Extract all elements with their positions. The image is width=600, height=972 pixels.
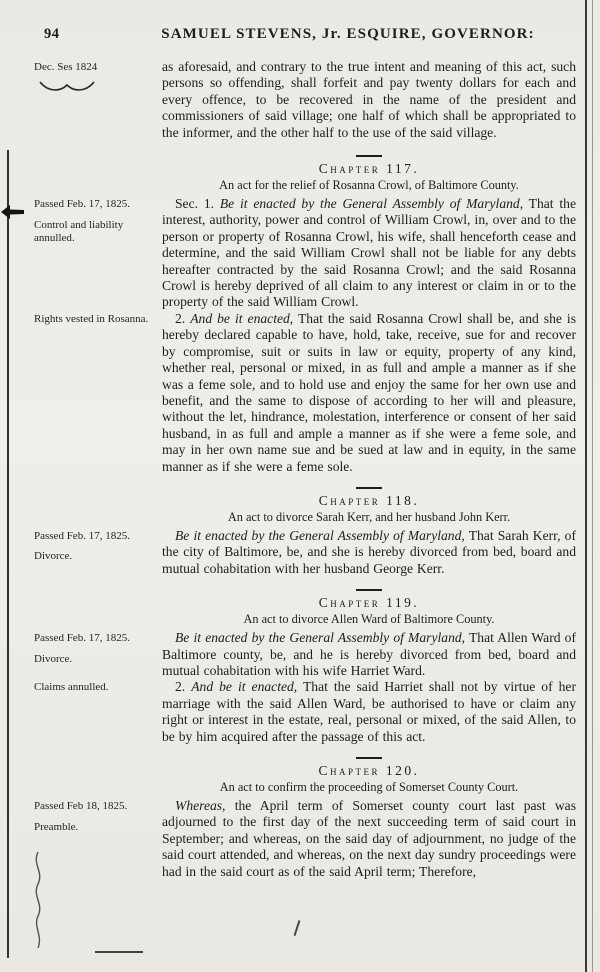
chapter-heading-row (0, 475, 600, 528)
enacting-clause: And be it enacted, (191, 679, 298, 695)
body-column (162, 311, 600, 475)
body-column (162, 798, 600, 880)
section-text: That Allen Ward of Baltimore county, be, and he is hereby divorced from bed, board and mutual cohabitation with his wife Harriet Ward. (162, 630, 576, 678)
section-text: That the said Rosanna Crowl shall be, and she is hereby declared capable to have, hold, take, receive, sue for and recover by compromise, suit or suits in law or equity, property of any kind, whether real, personal or mixed, in as full and ample a manner as if she was a feme sole, and to hold use and enjoy the same for her own use and benefit, and the same to dispose of according to her will and pleasure, without the let, hindrance, molestation, interference or consent of her said husband, in as full and ample a manner as if she were a feme sole, and may in her own name sue and be sued at law and in equity, in the same manner as if she were a feme sole. (162, 310, 577, 474)
section-text: That Sarah Kerr, of the city of Baltimore, be, and she is hereby divorced from bed, board and mutual cohabitation with her husband George Kerr. (162, 527, 577, 576)
margin-note-summary: Rights vested in Rosanna. (34, 312, 149, 325)
section-number: 2. (175, 679, 192, 695)
paragraph-section-1 (162, 528, 576, 577)
paragraph-section-2 (162, 311, 576, 475)
margin-note-passed-date: Passed Feb. 17, 1825. (34, 529, 130, 542)
margin-note-summary: Preamble. (34, 820, 79, 833)
manicule-arrow-icon (1, 204, 25, 225)
paragraph-section-2 (162, 679, 576, 745)
body-column (162, 59, 600, 141)
margin-note-passed-date: Passed Feb. 17, 1825. (34, 632, 130, 645)
chapter-act-title: An act to divorce Sarah Kerr, and her husband John Kerr. (227, 509, 511, 524)
section-row (0, 528, 600, 577)
margin-notes (0, 577, 162, 630)
section-number: Sec. 1. (175, 196, 220, 212)
body-column (162, 630, 600, 679)
body-column (162, 679, 600, 745)
chapter-heading-row (0, 577, 600, 630)
body-column (162, 528, 600, 577)
margin-note-passed-date: Passed Feb. 17, 1825. (34, 198, 130, 211)
paragraph-continued: as aforesaid, and contrary to the true intent and meaning of this act, such persons so offending, shall forfeit and pay twenty dollars for each and every offence, to be recovered in the name of the president and commissioners of said village; one half of which shall be appropriated to the informer, and the other half to the use of the said village. (162, 59, 576, 140)
body-column (162, 577, 600, 630)
section-divider-rule (356, 757, 382, 759)
margin-notes (0, 59, 162, 141)
section-row (0, 196, 600, 311)
ink-slash-mark (294, 920, 300, 936)
margin-note-summary: Divorce. (34, 652, 73, 665)
margin-notes (0, 630, 162, 679)
running-header (0, 0, 600, 43)
section-row (0, 311, 600, 475)
section-row (0, 798, 600, 880)
margin-note-passed-date: Passed Feb 18, 1825. (34, 800, 128, 812)
margin-note-summary: Divorce. (34, 550, 73, 563)
chapter-117 (0, 143, 600, 475)
page-edge-line-right-faint (592, 0, 593, 972)
whereas-clause: Whereas, (175, 798, 226, 813)
section-row (0, 630, 600, 679)
body-column (162, 143, 600, 196)
section-divider-rule (356, 487, 382, 489)
body-column (162, 196, 600, 311)
brace-mark-icon (38, 79, 96, 93)
paragraph-section-1 (162, 630, 576, 679)
chapter-heading: Chapter 120. (318, 763, 420, 778)
paragraph-preamble (162, 798, 576, 880)
margin-notes (0, 311, 162, 475)
enacting-clause: Be it enacted by the General Assembly of Maryland, (175, 527, 465, 543)
page-number: 94 (44, 26, 60, 42)
section-divider-rule (356, 589, 382, 591)
margin-note-summary: Claims annulled. (34, 681, 109, 694)
section-row (0, 679, 600, 745)
chapter-heading: Chapter 118. (318, 492, 420, 508)
chapter-heading: Chapter 117. (318, 161, 420, 177)
chapter-heading-row (0, 745, 600, 798)
section-divider-rule (356, 155, 382, 157)
body-column (162, 745, 600, 798)
margin-notes (0, 679, 162, 745)
margin-notes (0, 475, 162, 528)
section-text: That the interest, authority, power and control of William Crowl, in, over and to the person or property of Rosanna Crowl, his wife, shall henceforth cease and determine, and the said William Crowl shall not be liable for any debts hereafter contracted by the said Rosanna Crowl; and the said Rosanna Crowl is hereby deprived of all claim to any interest or claim in or to the property of the said William Crowl. (162, 196, 576, 310)
margin-notes (0, 798, 162, 880)
chapter-heading-row (0, 143, 600, 196)
enacting-clause: Be it enacted by the General Assembly of Maryland, (219, 196, 524, 212)
section-text: That the said Harriet shall not by virtue of her marriage with the said Allen Ward, be authorised to have or claim any right or interest in the estate, real, personal or mixed, of the said Allen, to be by him acquired after the passage of this act. (162, 679, 576, 744)
margin-notes (0, 745, 162, 798)
chapter-118 (0, 475, 600, 577)
margin-notes (0, 528, 162, 577)
section-text: the April term of Somerset county court last past was adjourned to the first day of the next succeeding term of said court in September; and whereas, on the said day of adjournment, no judge of the said court attended, and whereas, on the next day sundry proceedings were had in the said court as of the said April term; Therefore, (162, 798, 576, 879)
page-title: SAMUEL STEVENS, Jr. ESQUIRE, GOVERNOR: (161, 26, 535, 42)
page-edge-line-left (7, 150, 9, 958)
squiggle-mark-icon (30, 852, 46, 953)
chapter-act-title: An act to confirm the proceeding of Somerset County Court. (219, 780, 519, 794)
paragraph-section-1 (162, 196, 576, 311)
margin-note-session-date: Dec. Ses 1824 (34, 61, 98, 73)
page-edge-line-bottom (95, 951, 143, 953)
chapter-act-title: An act to divorce Allen Ward of Baltimore County. (243, 612, 495, 627)
chapter-heading: Chapter 119. (318, 595, 420, 611)
intro-section (0, 59, 600, 141)
margin-note-summary: Control and liability annulled. (34, 218, 124, 245)
chapter-120 (0, 745, 600, 880)
enacting-clause: Be it enacted by the General Assembly of Maryland, (175, 630, 466, 646)
enacting-clause: And be it enacted, (190, 310, 294, 326)
body-column (162, 475, 600, 528)
chapter-act-title: An act for the relief of Rosanna Crowl, of Baltimore County. (219, 178, 519, 193)
section-number: 2. (175, 310, 191, 326)
page-edge-line-right (585, 0, 587, 972)
margin-notes (0, 143, 162, 196)
chapter-119 (0, 577, 600, 745)
